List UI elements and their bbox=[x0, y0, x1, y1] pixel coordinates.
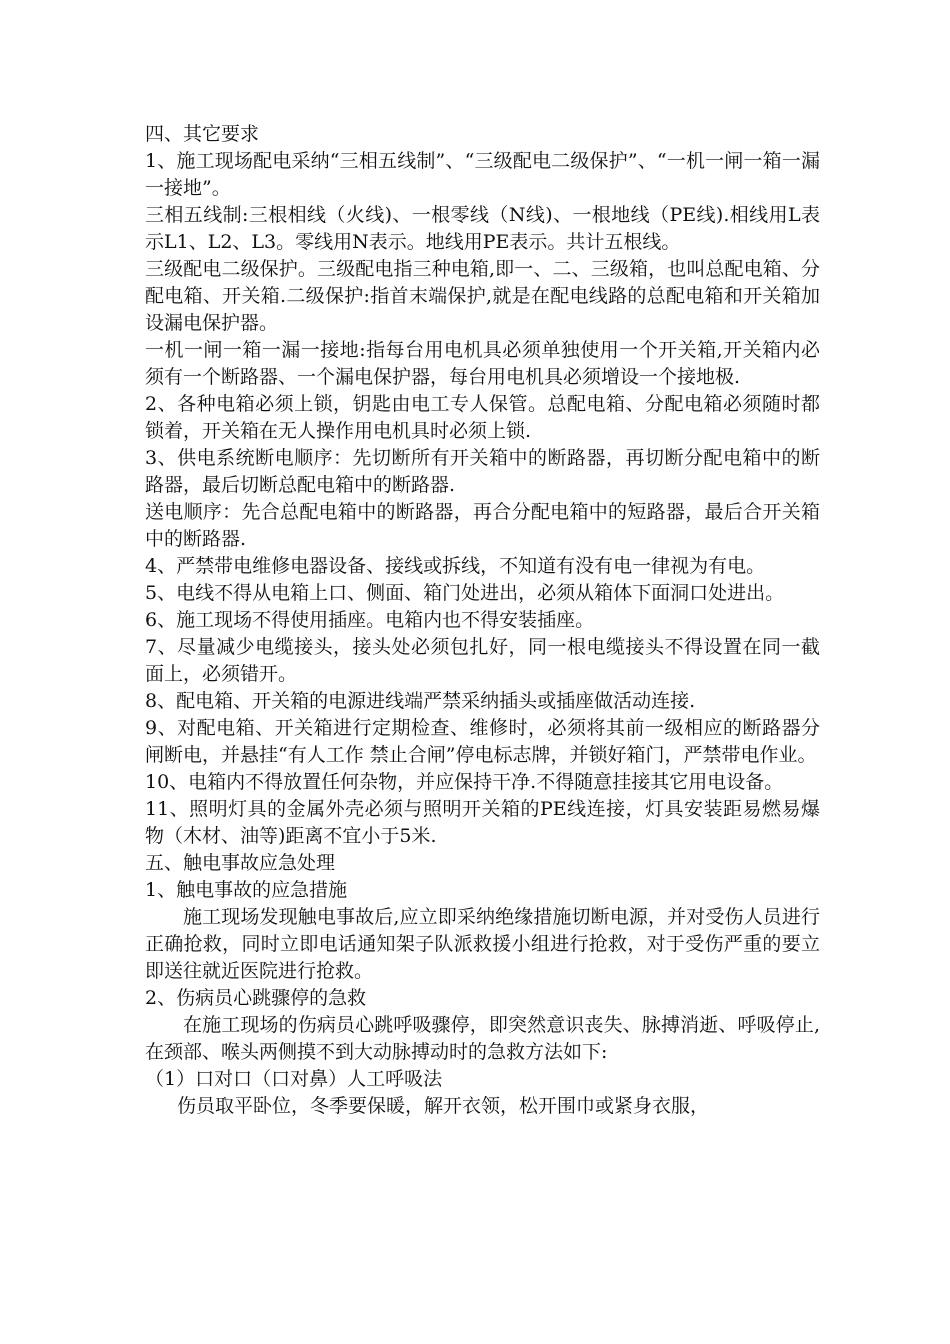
paragraph-item-4: 4、严禁带电维修电器设备、接线或拆线，不知道有没有电一律视为有电。 bbox=[145, 555, 766, 577]
subheading-cardiac-arrest: 2、伤病员心跳骤停的急救 bbox=[145, 987, 367, 1009]
paragraph-one-machine-one-switch: 一机一闸一箱一漏一接地:指每台用电机具必须单独使用一个开关箱,开关箱内必须有一个断路器、一个漏电保护器，每台用电机具必须增设一个接地极. bbox=[145, 339, 820, 388]
paragraph-item-7: 7、尽量减少电缆接头，接头处必须包扎好，同一根电缆接头不得设置在同一截面上，必须错开。 bbox=[145, 636, 820, 685]
paragraph-item-6: 6、施工现场不得使用插座。电箱内也不得安装插座。 bbox=[145, 609, 595, 631]
section-heading-electric-shock: 五、触电事故应急处理 bbox=[145, 852, 336, 874]
paragraph-item-2: 2、各种电箱必须上锁，钥匙由电工专人保管。总配电箱、分配电箱必须随时都锁着，开关箱在无人操作用电机具时必须上锁. bbox=[145, 393, 820, 442]
document-body bbox=[145, 121, 820, 1120]
paragraph-three-level-distribution: 三级配电二级保护。三级配电指三种电箱,即一、二、三级箱，也叫总配电箱、分配电箱、开关箱.二级保护:指首末端保护,就是在配电线路的总配电箱和开关箱加设漏电保护器。 bbox=[145, 258, 820, 334]
paragraph-item-10: 10、电箱内不得放置任何杂物，并应保持干净.不得随意挂接其它用电设备。 bbox=[145, 771, 784, 793]
paragraph-cardiac-arrest: 在施工现场的伤病员心跳呼吸骤停，即突然意识丧失、脉搏消逝、呼吸停止,在颈部、喉头两侧摸不到大动脉搏动时的急救方法如下: bbox=[145, 1014, 820, 1063]
paragraph-emergency-measures: 施工现场发现触电事故后,应立即采纳绝缘措施切断电源，并对受伤人员进行正确抢救，同时立即电话通知架子队派救援小组进行抢救，对于受伤严重的要立即送往就近医院进行抢救。 bbox=[145, 906, 820, 982]
paragraph-item-9: 9、对配电箱、开关箱进行定期检查、维修时，必须将其前一级相应的断路器分闸断电，并悬挂“有人工作 禁止合闸”停电标志牌，并锁好箱门，严禁带电作业。 bbox=[145, 717, 820, 766]
paragraph-mouth-to-mouth: 伤员取平卧位，冬季要保暖，解开衣领，松开围巾或紧身衣服， bbox=[177, 1095, 710, 1117]
subheading-emergency-measures: 1、触电事故的应急措施 bbox=[145, 879, 348, 901]
section-heading-other-requirements: 四、其它要求 bbox=[145, 123, 260, 145]
paragraph-power-on-order: 送电顺序：先合总配电箱中的断路器，再合分配电箱中的短路器，最后合开关箱中的断路器. bbox=[145, 501, 820, 550]
paragraph-item-8: 8、配电箱、开关箱的电源进线端严禁采纳插头或插座做活动连接. bbox=[145, 690, 696, 712]
paragraph-three-phase-five-wire: 三相五线制:三根相线（火线)、一根零线（N线)、一根地线（PE线).相线用L表示L1、L2、L3。零线用N表示。地线用PE表示。共计五根线。 bbox=[145, 204, 820, 253]
paragraph-item-1: 1、施工现场配电采纳“三相五线制”、“三级配电二级保护”、“一机一闸一箱一漏一接地”。 bbox=[145, 150, 820, 199]
paragraph-item-5: 5、电线不得从电箱上口、侧面、箱门处进出，必须从箱体下面洞口处进出。 bbox=[145, 582, 785, 604]
subheading-mouth-to-mouth: （1）口对口（口对鼻）人工呼吸法 bbox=[145, 1068, 443, 1090]
paragraph-item-11: 11、照明灯具的金属外壳必须与照明开关箱的PE线连接，灯具安装距易燃易爆物（木材、油等)距离不宜小于5米. bbox=[145, 798, 820, 847]
paragraph-item-3: 3、供电系统断电顺序：先切断所有开关箱中的断路器，再切断分配电箱中的断路器，最后切断总配电箱中的断路器. bbox=[145, 447, 820, 496]
